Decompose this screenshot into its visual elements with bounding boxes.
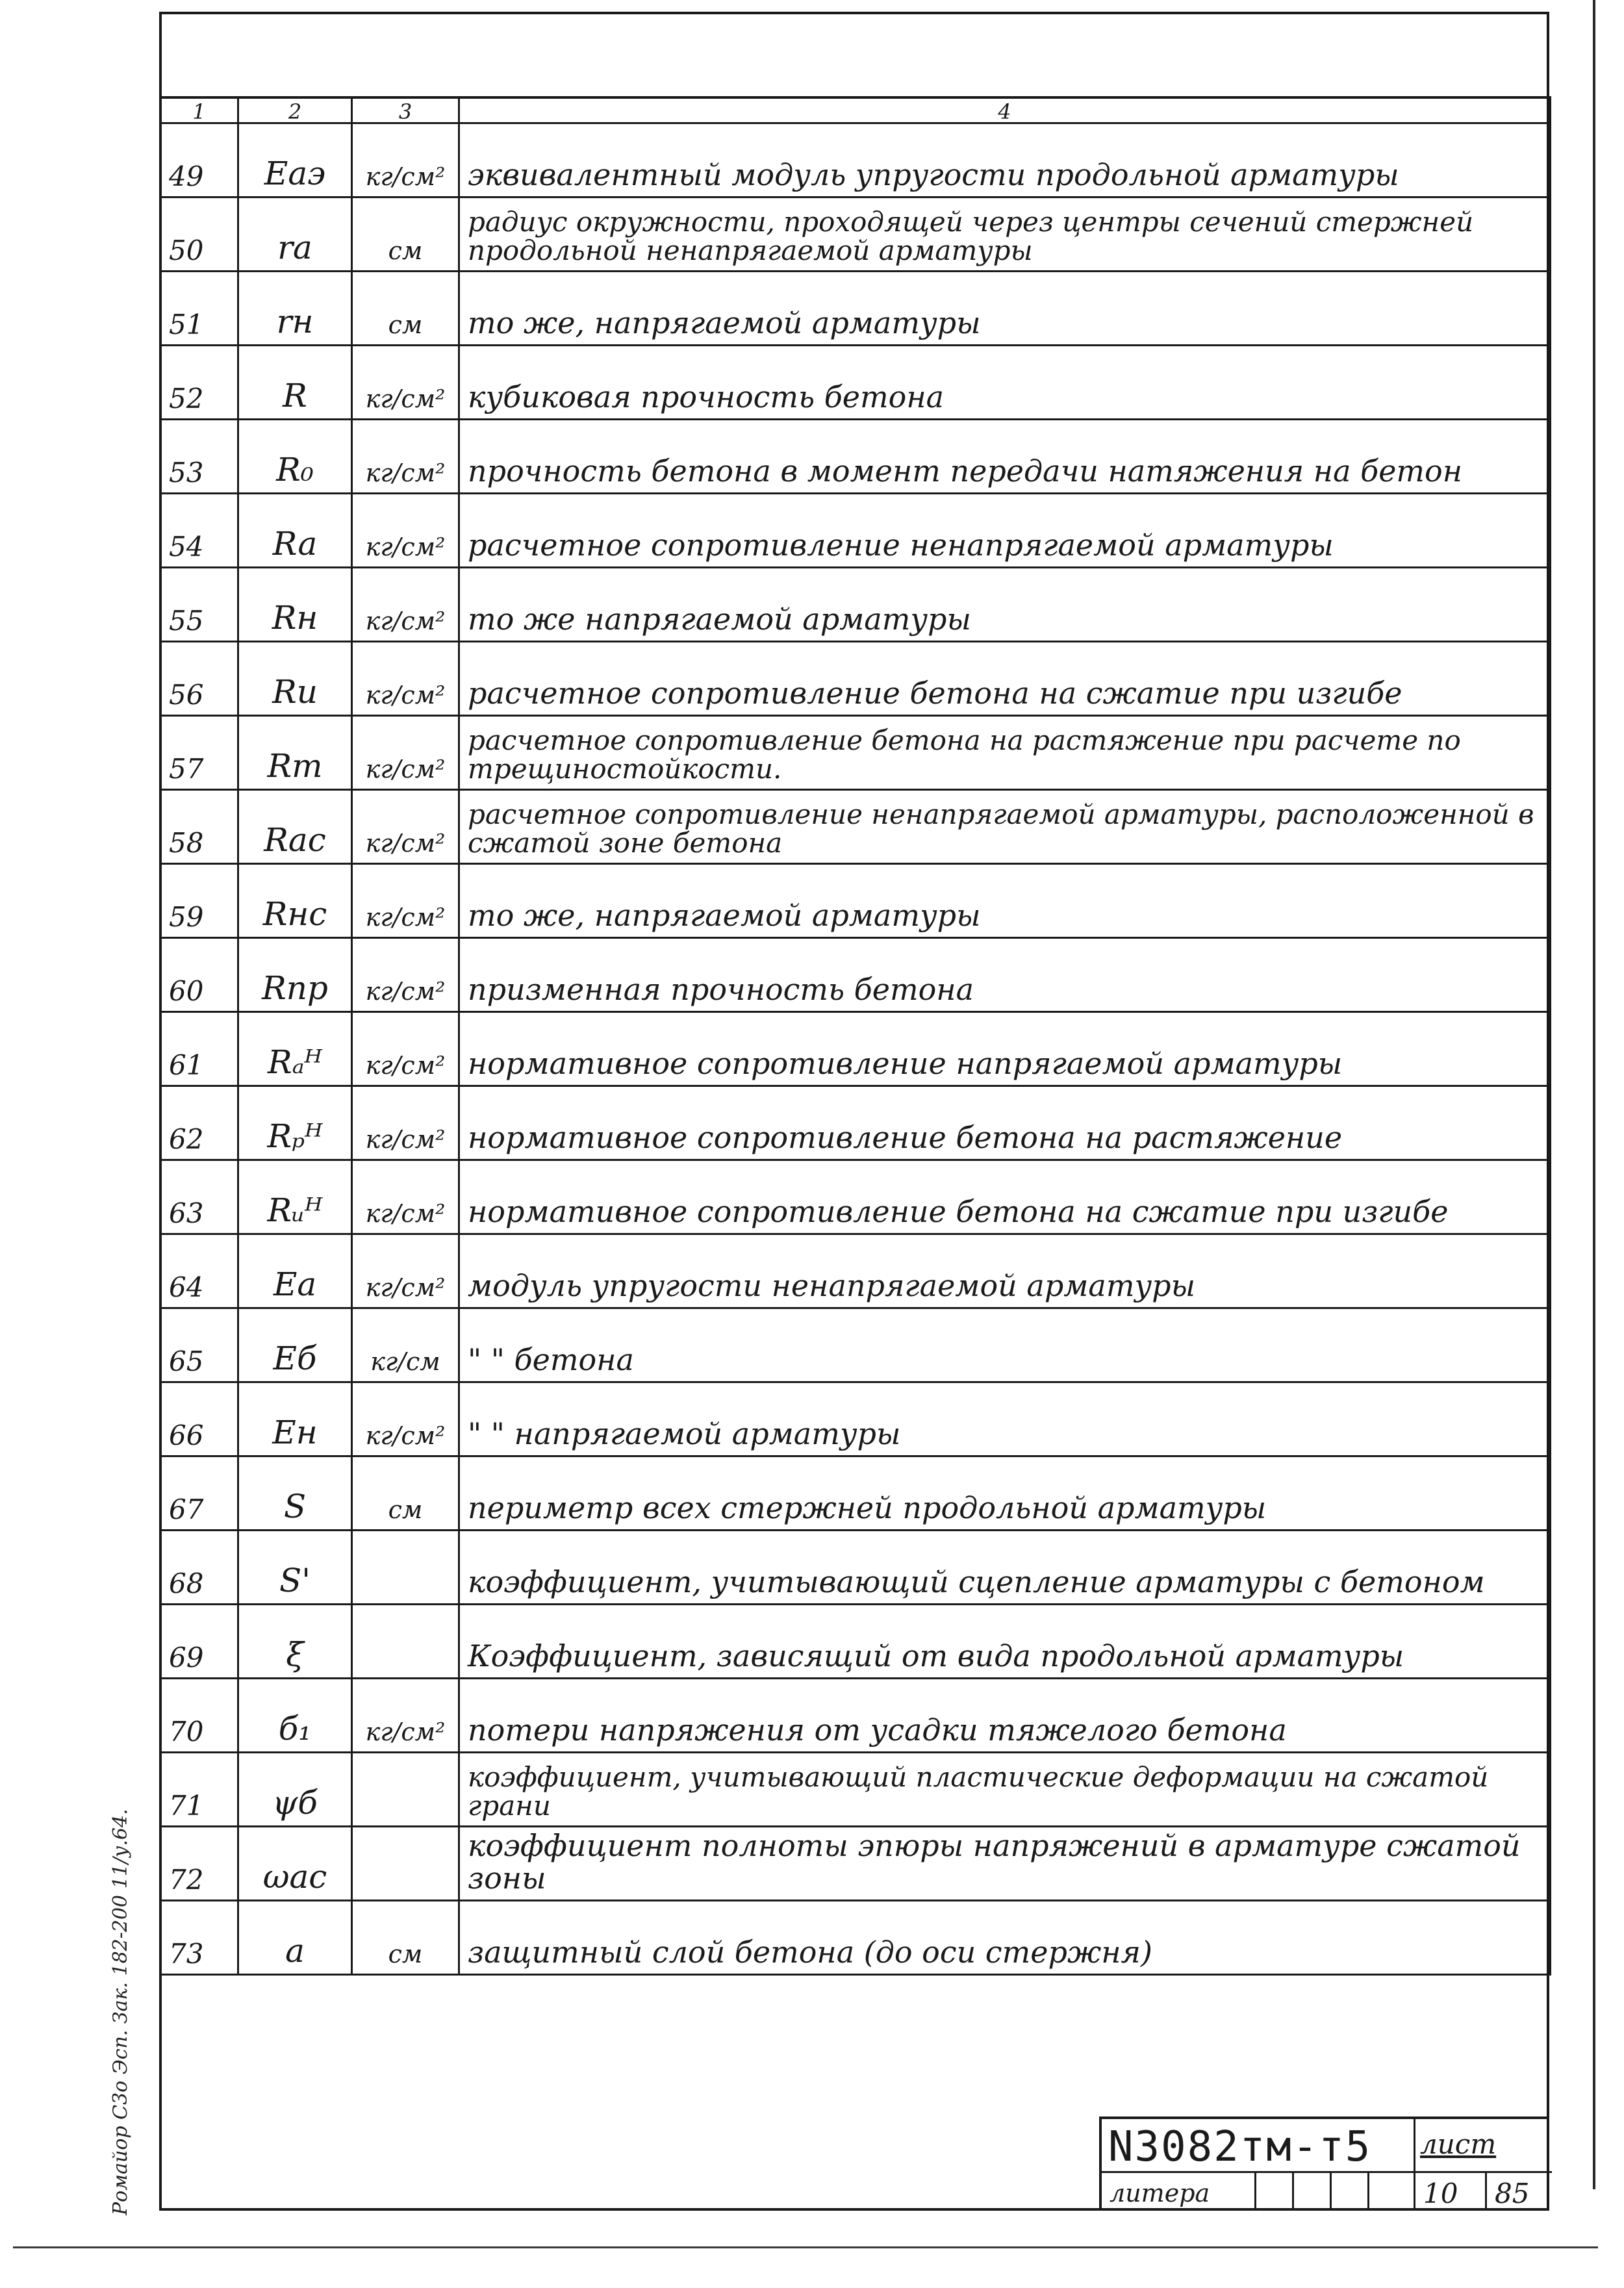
symbol-cell: Rт <box>238 716 352 790</box>
symbol-cell: Rₚᴴ <box>238 1086 352 1160</box>
unit-cell: см <box>352 1901 459 1975</box>
description-cell: защитный слой бетона (до оси стержня) <box>459 1901 1551 1975</box>
row-number: 64 <box>160 1234 238 1308</box>
table-row <box>160 938 1551 1012</box>
unit-cell <box>352 1827 459 1901</box>
symbol-cell: R₀ <box>238 420 352 494</box>
row-number: 56 <box>160 642 238 716</box>
description-cell: кубиковая прочность бетона <box>459 346 1551 420</box>
symbol-cell: Ea <box>238 1234 352 1308</box>
description-cell: то же, напрягаемой арматуры <box>459 864 1551 938</box>
row-number: 63 <box>160 1160 238 1234</box>
description-cell: радиус окружности, проходящей через центры сечений стержней продольной ненапрягаемой арматуры <box>459 197 1551 272</box>
unit-cell: кг/см² <box>352 1012 459 1086</box>
row-number: 52 <box>160 346 238 420</box>
description-cell: " " бетона <box>459 1308 1551 1382</box>
header-col-2: 2 <box>238 97 352 123</box>
total-sheets: 85 <box>1495 2178 1530 2209</box>
title-block-divider <box>1414 2119 1415 2211</box>
symbol-cell: Eаэ <box>238 123 352 197</box>
table-row <box>160 864 1551 938</box>
row-number: 70 <box>160 1679 238 1753</box>
row-number: 72 <box>160 1827 238 1901</box>
symbol-cell: ξ <box>238 1605 352 1679</box>
description-cell: нормативное сопротивление бетона на сжатие при изгибе <box>459 1160 1551 1234</box>
description-cell: периметр всех стержней продольной арматуры <box>459 1456 1551 1531</box>
unit-cell: кг/см² <box>352 568 459 642</box>
description-cell: коэффициент, учитывающий пластические деформации на сжатой грани <box>459 1753 1551 1827</box>
table-row <box>160 790 1551 864</box>
table-row <box>160 1308 1551 1382</box>
row-number: 50 <box>160 197 238 272</box>
table-row <box>160 1160 1551 1234</box>
unit-cell: кг/см² <box>352 864 459 938</box>
row-number: 65 <box>160 1308 238 1382</box>
description-cell: то же, напрягаемой арматуры <box>459 272 1551 346</box>
table-row <box>160 197 1551 272</box>
table-row <box>160 1382 1551 1456</box>
row-number: 59 <box>160 864 238 938</box>
unit-cell: см <box>352 272 459 346</box>
unit-cell: кг/см² <box>352 938 459 1012</box>
symbol-cell: Rн <box>238 568 352 642</box>
symbol-cell: Eб <box>238 1308 352 1382</box>
description-cell: модуль упругости ненапрягаемой арматуры <box>459 1234 1551 1308</box>
table-row <box>160 420 1551 494</box>
page-bottom-line <box>13 2246 1598 2248</box>
table-row <box>160 642 1551 716</box>
row-number: 66 <box>160 1382 238 1456</box>
symbol-cell: S <box>238 1456 352 1531</box>
unit-cell: см <box>352 1456 459 1531</box>
notation-table <box>159 96 1551 1976</box>
header-row <box>160 97 1551 123</box>
row-number: 62 <box>160 1086 238 1160</box>
table-row <box>160 1605 1551 1679</box>
unit-cell: кг/см <box>352 1308 459 1382</box>
page-edge-line <box>1593 0 1595 2189</box>
side-stamp: Ромайор С3о Эсп. Зак. 182-200 11/у.64. <box>109 1809 132 2215</box>
row-number: 61 <box>160 1012 238 1086</box>
description-cell: коэффициент, учитывающий сцепление арматуры с бетоном <box>459 1531 1551 1605</box>
unit-cell: кг/см² <box>352 642 459 716</box>
symbol-cell: Ra <box>238 494 352 568</box>
symbol-cell: S' <box>238 1531 352 1605</box>
symbol-cell: Eн <box>238 1382 352 1456</box>
title-block <box>1099 2116 1549 2211</box>
table-row <box>160 272 1551 346</box>
row-number: 67 <box>160 1456 238 1531</box>
description-cell: " " напрягаемой арматуры <box>459 1382 1551 1456</box>
symbol-cell: ωас <box>238 1827 352 1901</box>
description-cell: эквивалентный модуль упругости продольной арматуры <box>459 123 1551 197</box>
row-number: 71 <box>160 1753 238 1827</box>
description-cell: расчетное сопротивление бетона на растяжение при расчете по трещиностойкости. <box>459 716 1551 790</box>
sheet-number: 10 <box>1423 2178 1458 2209</box>
row-number: 53 <box>160 420 238 494</box>
unit-cell: см <box>352 197 459 272</box>
description-cell: расчетное сопротивление ненапрягаемой арматуры, расположенной в сжатой зоне бетона <box>459 790 1551 864</box>
table-row <box>160 1679 1551 1753</box>
description-cell: коэффициент полноты эпюры напряжений в арматуре сжатой зоны <box>459 1827 1551 1901</box>
litera-cell <box>1254 2173 1292 2211</box>
table-row <box>160 1086 1551 1160</box>
table-row <box>160 1456 1551 1531</box>
row-number: 69 <box>160 1605 238 1679</box>
row-number: 68 <box>160 1531 238 1605</box>
table-row <box>160 346 1551 420</box>
symbol-cell: ψб <box>238 1753 352 1827</box>
symbol-cell: a <box>238 1901 352 1975</box>
description-cell: нормативное сопротивление бетона на растяжение <box>459 1086 1551 1160</box>
symbol-cell: Rи <box>238 642 352 716</box>
symbol-cell: R <box>238 346 352 420</box>
description-cell: Коэффициент, зависящий от вида продольной арматуры <box>459 1605 1551 1679</box>
symbol-cell: Rас <box>238 790 352 864</box>
symbol-cell: ra <box>238 197 352 272</box>
litera-label: литера <box>1110 2179 1210 2207</box>
symbol-cell: rн <box>238 272 352 346</box>
unit-cell: кг/см² <box>352 1234 459 1308</box>
litera-cell <box>1367 2173 1405 2211</box>
unit-cell: кг/см² <box>352 1086 459 1160</box>
table-row <box>160 1901 1551 1975</box>
header-col-1: 1 <box>160 97 238 123</box>
document-code: N3082тм-т5 <box>1108 2123 1372 2171</box>
symbol-cell: Rᵤᴴ <box>238 1160 352 1234</box>
description-cell: прочность бетона в момент передачи натяжения на бетон <box>459 420 1551 494</box>
row-number: 55 <box>160 568 238 642</box>
unit-cell: кг/см² <box>352 790 459 864</box>
symbol-cell: Rнс <box>238 864 352 938</box>
description-cell: расчетное сопротивление бетона на сжатие при изгибе <box>459 642 1551 716</box>
description-cell: то же напрягаемой арматуры <box>459 568 1551 642</box>
unit-cell: кг/см² <box>352 1382 459 1456</box>
symbol-cell: Rпр <box>238 938 352 1012</box>
unit-cell <box>352 1531 459 1605</box>
title-block-divider <box>1485 2171 1487 2211</box>
row-number: 73 <box>160 1901 238 1975</box>
row-number: 57 <box>160 716 238 790</box>
table-row <box>160 494 1551 568</box>
unit-cell: кг/см² <box>352 123 459 197</box>
unit-cell: кг/см² <box>352 1679 459 1753</box>
symbol-cell: Rₐᴴ <box>238 1012 352 1086</box>
litera-cells <box>1254 2173 1405 2211</box>
symbol-cell: б₁ <box>238 1679 352 1753</box>
litera-cell <box>1330 2173 1367 2211</box>
row-number: 49 <box>160 123 238 197</box>
description-cell: расчетное сопротивление ненапрягаемой арматуры <box>459 494 1551 568</box>
unit-cell <box>352 1605 459 1679</box>
description-cell: потери напряжения от усадки тяжелого бетона <box>459 1679 1551 1753</box>
unit-cell: кг/см² <box>352 494 459 568</box>
table-row <box>160 123 1551 197</box>
unit-cell: кг/см² <box>352 420 459 494</box>
unit-cell <box>352 1753 459 1827</box>
unit-cell: кг/см² <box>352 346 459 420</box>
header-col-3: 3 <box>352 97 459 123</box>
litera-cell <box>1292 2173 1330 2211</box>
header-col-4: 4 <box>459 97 1551 123</box>
table-row <box>160 1234 1551 1308</box>
row-number: 51 <box>160 272 238 346</box>
row-number: 54 <box>160 494 238 568</box>
unit-cell: кг/см² <box>352 1160 459 1234</box>
table-row <box>160 1827 1551 1901</box>
description-cell: нормативное сопротивление напрягаемой арматуры <box>459 1012 1551 1086</box>
table-row <box>160 716 1551 790</box>
row-number: 58 <box>160 790 238 864</box>
table-row <box>160 1531 1551 1605</box>
unit-cell: кг/см² <box>352 716 459 790</box>
description-cell: призменная прочность бетона <box>459 938 1551 1012</box>
row-number: 60 <box>160 938 238 1012</box>
sheet-label: лист <box>1420 2128 1497 2160</box>
table-row <box>160 1753 1551 1827</box>
table-row <box>160 1012 1551 1086</box>
table-row <box>160 568 1551 642</box>
